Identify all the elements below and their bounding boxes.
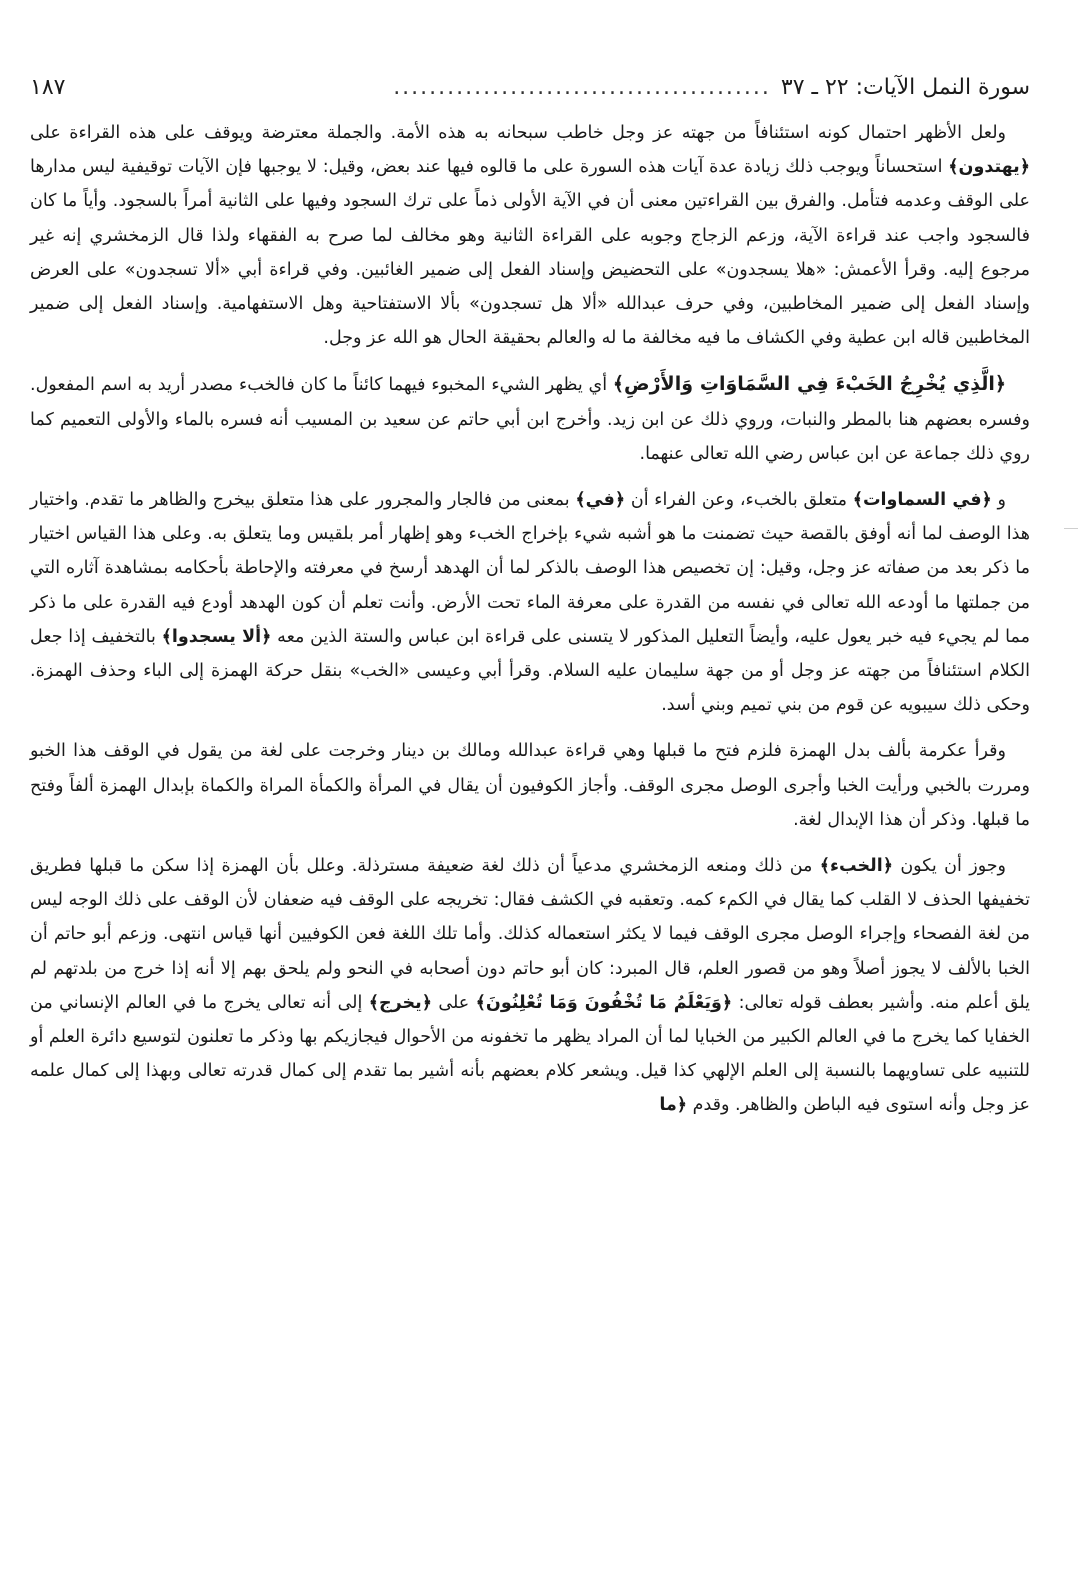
text-run: بالتخفيف إذا جعل الكلام استئنافاً من جهته عز وجل أو من جهة سليمان عليه السلام. وقرأ أبي وعيسى «الخب» بنقل حركة الهمزة إلى الباء وحذف الهمزة. وحكى ذلك سيبويه عن قوم من بني تميم وبني أسد. (30, 626, 1030, 716)
paragraph-2 (30, 367, 1030, 471)
quran-quote: ﴿ما (659, 1095, 688, 1116)
text-run: ولعل الأظهر احتمال كونه استئنافاً من جهته عز وجل خاطب سبحانه به هذه الأمة. والجملة معترضة ويوقف على هذه القراءة على (30, 123, 1006, 143)
text-run: وجوز أن يكون (892, 856, 1006, 877)
header-leader-dots: .......................................... (393, 75, 771, 100)
text-run: من ذلك ومنعه الزمخشري مدعياً أن ذلك لغة ضعيفة مسترذلة. وعلل بأن الهمزة إذا سكن ما قبلها فطريق تخفيفها الحذف لا القلب كما يقال في الكمء كمه. وتعقبه في الكشف فقال: تخريجه على الوقف فيه ضعفان لأن الوقف على ذلك الوجه ليس من لغة الفصحاء وإجراء الوصل مجرى الوقف فيما لا يكثر استعماله كذلك. وأما تلك اللغة فعن الكوفيين أنها قياس انتهى. وزعم أبو حاتم أن الخبا بالألف لا يجوز أصلاً وهو من قصور العلم، قال المبرد: كان أبو حاتم دون أصحابه في النحو ولم يلحق بهم إلا أنه إذا خرج من بلدتهم لم يلق أعلم منه. وأشير بعطف قوله تعالى: (30, 856, 1031, 1013)
text-run: على (431, 992, 476, 1013)
quran-quote: ﴿في السماوات﴾ (852, 490, 992, 511)
paragraph-3 (30, 483, 1030, 722)
verse-heading: ﴿الَّذِي يُخْرِجُ الخَبْءَ فِي السَّمَاوَاتِ وَالأَرْضِ﴾ (612, 373, 1006, 396)
text-run: إلى أنه تعالى يخرج ما في العالم الإنساني من الخفايا كما يخرج ما في العالم الكبير من الخبايا لما أن المراد يظهر ما تخفونه من الأحوال فيجازيكم بها وذكر ما تعلنون لتوسيع دائرة العلم أو للتنبيه على تساويهما بالنسبة إلى العلم الإلهي كذا قيل. ويشعر كلام بعضهم بأنه أشير بما تقدم إلى كمال قدرته تعالى وبهذا إلى كمال علمه عز وجل وأنه استوى فيه الباطن والظاهر. وقدم (30, 992, 1030, 1116)
paragraph-1 (30, 116, 1030, 355)
text-run: متعلق بالخبء، وعن الفراء أن (625, 490, 853, 511)
running-header (30, 72, 1030, 108)
text-run: استحساناً ويوجب ذلك زيادة عدة آيات هذه السورة على ما قالوه فيها عند بعض، وقيل: لا يوجبها فإن الآيات توقيفية ليس مدارها على الوقف وعدمه فتأمل. والفرق بين القراءتين معنى أن في الآية الأولى ذماً على ترك السجود وفيها على الثانية أمراً بالسجود. وأياً ما كان فالسجود واجب عند قراءة الآية، وزعم الزجاج وجوبه على القراءة الثانية وهو مخالف لما صرح به الفقهاء ولذا قال الزمخشري إنه غير مرجوع إليه. وقرأ الأعمش: «هلا يسجدون» على التحضيض وإسناد الفعل إلى ضمير الغائبين. وفي قراءة أبي «ألا تسجدون» على العرض وإسناد الفعل إلى ضمير المخاطبين، وفي حرف عبدالله «ألا هل تسجدون» بألا الاستفتاحية وهل الاستفهامية. وإسناد الفعل إلى ضمير المخاطبين قاله ابن عطية وفي الكشاف ما فيه مخالفة ما له والعالم بحقيقة الحال هو الله عز وجل. (30, 157, 1030, 349)
quran-quote: ﴿يخرج﴾ (368, 992, 432, 1013)
page-body (30, 116, 1030, 1123)
page-number: ١٨٧ (30, 75, 66, 100)
text-run: أي يظهر الشيء المخبوء فيهما كائناً ما كان فالخبء مصدر أريد به اسم المفعول. وفسره بعضهم هنا بالمطر والنبات، وروي ذلك عن ابن زيد. وأخرج ابن أبي حاتم عن سعيد بن المسيب أنه فسره بالماء والأولى التعميم كما روي ذلك جماعة عن ابن عباس رضي الله تعالى عنهما. (30, 375, 1030, 464)
text-run: و (991, 490, 1006, 511)
quran-quote: ﴿يهتدون﴾ (948, 157, 1030, 178)
quran-quote: ﴿ألا يسجدوا﴾ (161, 626, 272, 647)
quran-quote: ﴿الخبء﴾ (819, 856, 893, 877)
text-run: بمعنى من فالجار والمجرور على هذا متعلق بيخرج والظاهر ما تقدم. واختيار هذا الوصف لما أنه أوفق بالقصة حيث تضمنت ما هو أشبه شيء بإخراج الخبء وهو إظهار أمر بلقيس وما يتعلق به. وعلى هذا القياس اختيار ما ذكر بعد من صفاته عز وجل، وقيل: إن تخصيص هذا الوصف بالذكر لما أن الهدهد أرسخ في معرفته والإحاطة بأحكامه بمشاهدة آثاره التي من جملتها ما أودعه الله تعالى في نفسه من القدرة على معرفة الماء تحت الأرض. وأنت تعلم أن كون الهدهد أودع فيه القدرة على ما ذكر مما لم يجيء فيه خبر يعول عليه، وأيضاً التعليل المذكور لا يتسنى على قراءة ابن عباس والستة الذين معه (30, 490, 1030, 647)
quran-quote: ﴿في﴾ (575, 490, 626, 511)
surah-header-title: سورة النمل الآيات: ٢٢ ـ ٣٧ (780, 75, 1030, 100)
document-page (30, 72, 1030, 1544)
scan-margin-mark (1064, 528, 1078, 529)
paragraph-5 (30, 849, 1030, 1123)
paragraph-4: وقرأ عكرمة بألف بدل الهمزة فلزم فتح ما قبلها وهي قراءة عبدالله ومالك بن دينار وخرجت على لغة من يقول في الوقف هذا الخبو ومررت بالخبي ورأيت الخبا وأجرى الوصل مجرى الوقف. وأجاز الكوفيون أن يقال في المرأة والكمأة المراة والكماة بإبدال الهمزة ألفاً وفتح ما قبلها. وذكر أن هذا الإبدال لغة. (30, 741, 1030, 830)
quran-quote: ﴿وَيَعْلَمُ مَا تُخْفُونَ وَمَا تُعْلِنُونَ﴾ (475, 992, 733, 1013)
